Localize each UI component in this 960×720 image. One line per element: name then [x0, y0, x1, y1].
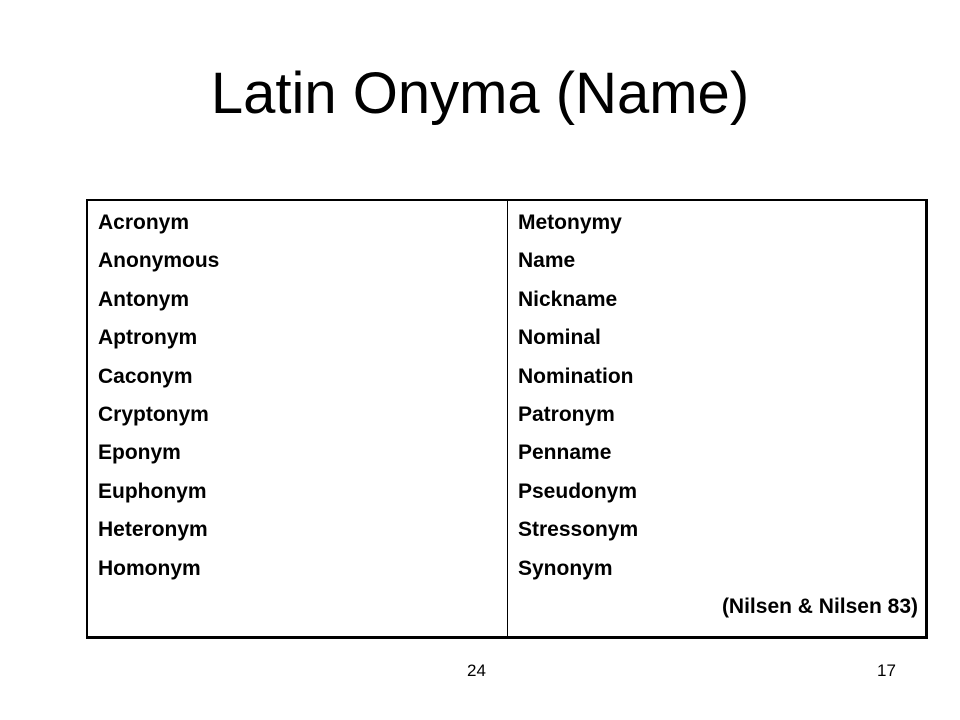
word-item: Eponym: [98, 441, 181, 465]
word-item: Name: [518, 249, 576, 273]
word-item: Antonym: [98, 287, 189, 311]
word-item: Stressonym: [518, 518, 639, 542]
word-item: Penname: [518, 441, 612, 465]
word-item: Nomination: [518, 364, 634, 388]
word-item: Acronym: [98, 211, 190, 234]
word-item: Metonymy: [518, 211, 622, 234]
citation: (Nilsen & Nilsen 83): [721, 595, 918, 618]
footer-left-number: 24: [467, 661, 486, 680]
word-item: Caconym: [98, 364, 193, 388]
word-item: Patronym: [518, 402, 615, 426]
word-item: Homonym: [98, 556, 201, 580]
word-item: Synonym: [518, 556, 613, 580]
word-item: Nickname: [518, 287, 618, 311]
right-word-column: [518, 204, 638, 588]
word-item: Euphonym: [98, 479, 207, 503]
word-item: Anonymous: [98, 249, 220, 273]
left-word-column: [98, 204, 219, 588]
slide-title: Latin Onyma (Name): [210, 61, 750, 126]
word-item: Aptronym: [98, 326, 198, 350]
slide-number: 17: [877, 661, 896, 680]
word-item: Nominal: [518, 326, 601, 350]
word-item: Cryptonym: [98, 402, 209, 426]
word-item: Heteronym: [98, 518, 208, 542]
word-item: Pseudonym: [518, 479, 638, 503]
column-divider: [507, 199, 508, 639]
